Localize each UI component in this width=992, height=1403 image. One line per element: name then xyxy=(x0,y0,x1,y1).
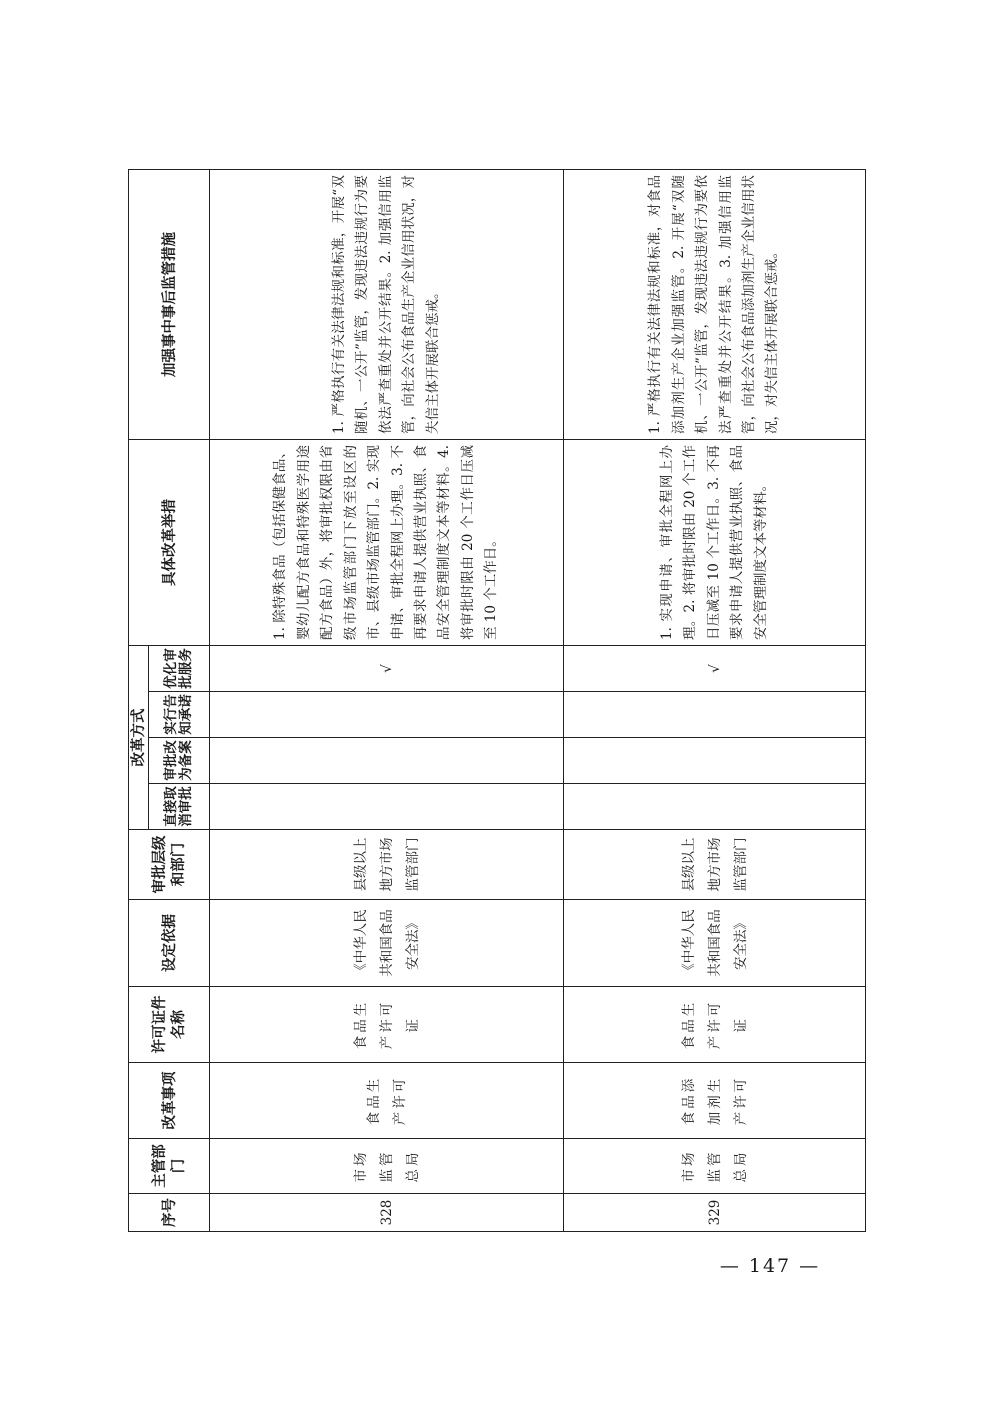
row-seq: 328 xyxy=(210,1194,564,1232)
row-method-notify xyxy=(210,692,564,738)
row-method-filing xyxy=(210,738,564,784)
row-measures: 1. 实现申请、审批全程网上办理。2. 将审批时限由 20 个工作日压减至 10 个工作日。3. 不再要求申请人提供营业执照、食品安全管理制度文本等材料。 xyxy=(564,440,866,646)
row-method-optimize: √ xyxy=(210,646,564,692)
row-supervision: 1. 严格执行有关法律法规和标准，对食品添加剂生产企业加强监管。2. 开展“双随机、一公开”监管，发现违法违规行为要依法严查重处并公开结果。3. 加强信用监管，向社会公布食品添加剂生产企业信用状况，对失信主体开展联合惩戒。 xyxy=(564,170,866,440)
row-item: 食品生产许可 xyxy=(210,1063,564,1139)
header-seq: 序号 xyxy=(129,1194,210,1232)
row-basis: 《中华人民共和国食品安全法》 xyxy=(564,900,866,987)
header-method: 改革方式 xyxy=(129,646,149,830)
row-license: 食品生产许可证 xyxy=(564,987,866,1063)
row-level: 县级以上地方市场监管部门 xyxy=(210,830,564,900)
row-method-optimize: √ xyxy=(564,646,866,692)
rotated-table-region xyxy=(128,170,865,1232)
header-method-optimize: 优化审批服务 xyxy=(149,646,210,692)
header-method-notify: 实行告知承诺 xyxy=(149,692,210,738)
row-dept: 市场监管总局 xyxy=(210,1139,564,1194)
reform-table xyxy=(128,169,866,1232)
header-method-cancel: 直接取消审批 xyxy=(149,784,210,830)
row-seq: 329 xyxy=(564,1194,866,1232)
header-method-filing: 审批改为备案 xyxy=(149,738,210,784)
row-item: 食品添加剂生产许可 xyxy=(564,1063,866,1139)
header-row-1 xyxy=(129,170,149,1232)
table-row xyxy=(210,170,564,1232)
header-dept: 主管部门 xyxy=(129,1139,210,1194)
row-supervision: 1. 严格执行有关法律法规和标准，开展“双随机、一公开”监管，发现违法违规行为要依法严查重处并公开结果。2. 加强信用监管，向社会公布食品生产企业信用状况，对失信主体开展联合惩戒。 xyxy=(210,170,564,440)
row-method-cancel xyxy=(564,784,866,830)
page-number: — 147 — xyxy=(719,1255,821,1277)
row-dept: 市场监管总局 xyxy=(564,1139,866,1194)
row-method-filing xyxy=(564,738,866,784)
row-method-cancel xyxy=(210,784,564,830)
header-item: 改革事项 xyxy=(129,1063,210,1139)
header-basis: 设定依据 xyxy=(129,900,210,987)
header-supervision: 加强事中事后监管措施 xyxy=(129,170,210,440)
row-level: 县级以上地方市场监管部门 xyxy=(564,830,866,900)
table-row xyxy=(564,170,866,1232)
row-basis: 《中华人民共和国食品安全法》 xyxy=(210,900,564,987)
row-method-notify xyxy=(564,692,866,738)
header-measures: 具体改革举措 xyxy=(129,440,210,646)
header-license: 许可证件名称 xyxy=(129,987,210,1063)
header-level: 审批层级和部门 xyxy=(129,830,210,900)
row-measures: 1. 除特殊食品（包括保健食品、婴幼儿配方食品和特殊医学用途配方食品）外，将审批权限由省级市场监管部门下放至设区的市、县级市场监管部门。2. 实现申请、审批全程网上办理。3. 不再要求申请人提供营业执照、食品安全管理制度文本等材料。4. 将审批时限由 20 个工作日压减至 10 个工作日。 xyxy=(210,440,564,646)
row-license: 食品生产许可证 xyxy=(210,987,564,1063)
